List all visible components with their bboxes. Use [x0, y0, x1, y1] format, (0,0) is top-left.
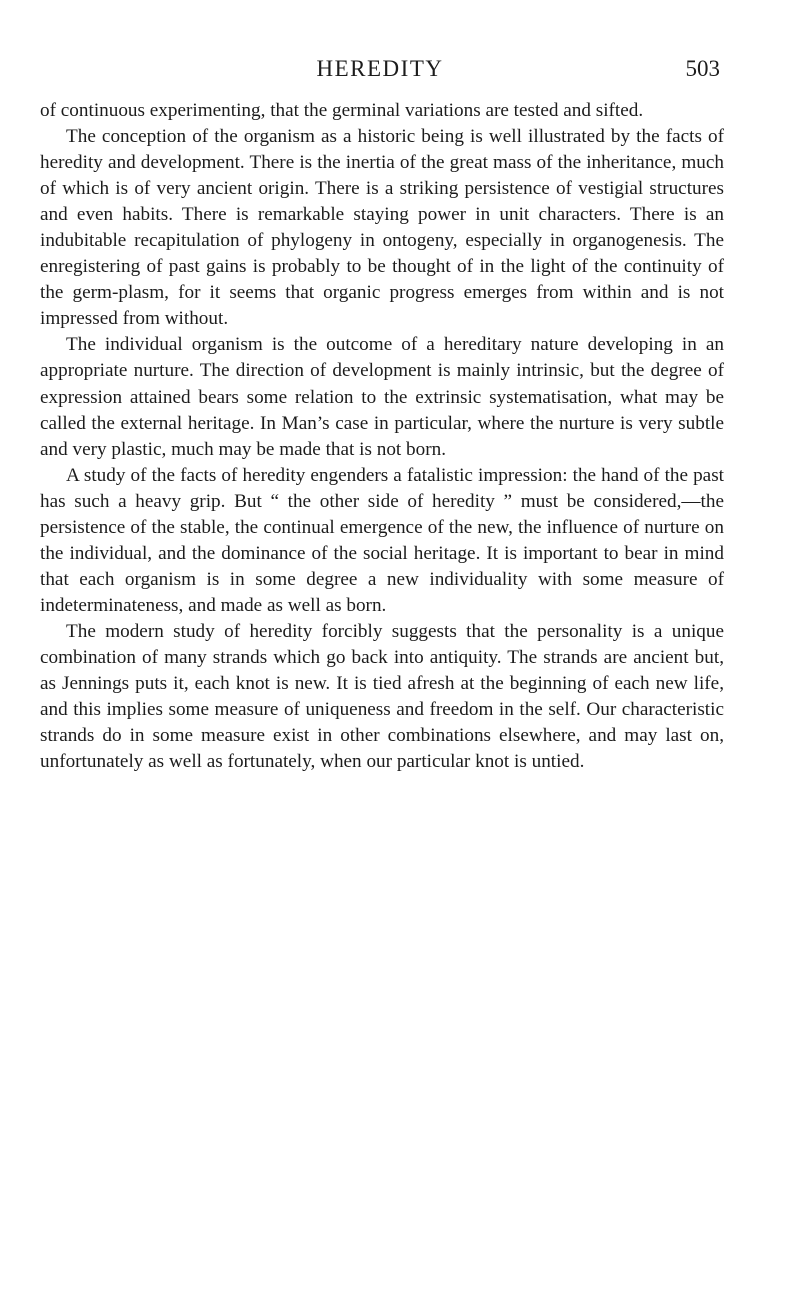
page-number: 503 — [685, 56, 720, 81]
running-head: HEREDITY — [316, 56, 444, 81]
page-header — [40, 56, 720, 86]
paragraph: The modern study of heredity forcibly suggests that the personality is a unique combination of many strands which go back into antiquity. The strands are ancient but, as Jennings puts it, each knot is new. It is tied afresh at the beginning of each new life, and this implies some measure of uniqueness and freedom in the self. Our characteristic strands do in some measure exist in other combinations elsewhere, and may last on, unfortunately as well as fortunately, when our particular knot is untied. — [40, 620, 724, 773]
paragraph: A study of the facts of heredity engenders a fatalistic impression: the hand of the past has such a heavy grip. But “ the other side of heredity ” must be considered,—the persistence of the stable, the continual emergence of the new, the influence of nurture on the individual, and the dominance of the social heritage. It is important to bear in mind that each organism is in some degree a new individuality with some measure of indeterminateness, and made as well as born. — [40, 464, 724, 616]
body-text — [40, 98, 724, 775]
paragraph-continuation: of continuous experimenting, that the germinal variations are tested and sifted. — [40, 100, 644, 121]
paragraph: The individual organism is the outcome of a hereditary nature developing in an appropriate nurture. The direction of development is mainly intrinsic, but the degree of expression attained bears some relation to the extrinsic systematisation, what may be called the external heritage. In Man’s case in particular, where the nurture is very subtle and very plastic, much may be made that is not born. — [40, 334, 724, 460]
paragraph: The conception of the organism as a historic being is well illustrated by the facts of heredity and development. There is the inertia of the great mass of the inheritance, much of which is of very ancient origin. There is a striking persistence of vestigial structures and even habits. There is remarkable staying power in unit characters. There is an indubitable recapitulation of phylogeny in ontogeny, especially in organogenesis. The enregistering of past gains is probably to be thought of in the light of the continuity of the germ-plasm, for it seems that organic progress emerges from within and is not impressed from without. — [40, 126, 724, 330]
